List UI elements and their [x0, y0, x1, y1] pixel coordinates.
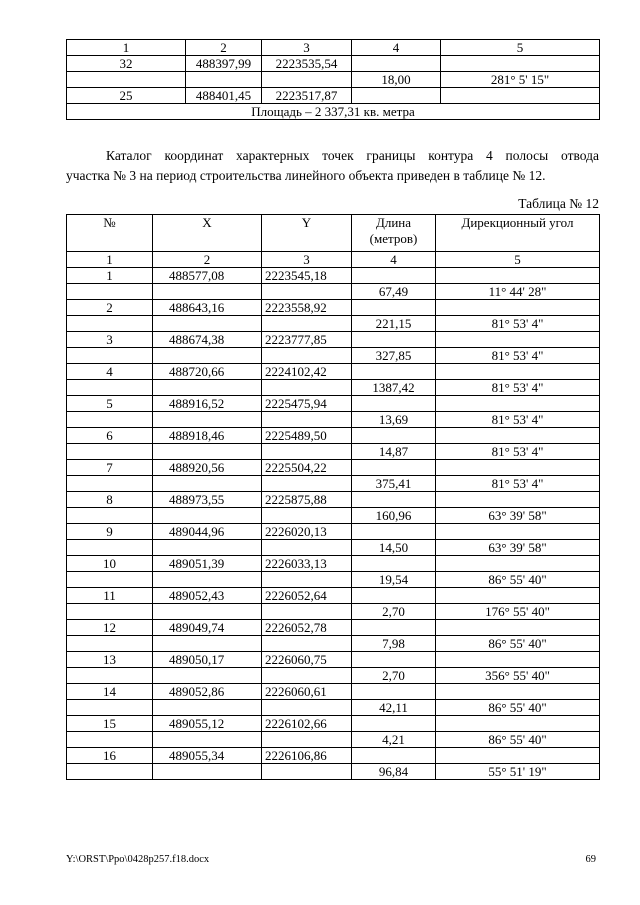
empty-cell — [262, 636, 352, 652]
empty-cell — [262, 732, 352, 748]
empty-cell — [262, 764, 352, 780]
empty-cell — [67, 72, 186, 88]
empty-cell — [153, 700, 262, 716]
table-row — [67, 492, 600, 508]
x-coord: 488674,38 — [153, 332, 262, 348]
direction-angle: 176° 55' 40" — [436, 604, 600, 620]
empty-cell — [67, 764, 153, 780]
direction-angle: 86° 55' 40" — [436, 636, 600, 652]
point-number: 10 — [67, 556, 153, 572]
segment-length: 19,54 — [352, 572, 436, 588]
y-coord: 2226106,86 — [262, 748, 352, 764]
segment-length: 2,70 — [352, 668, 436, 684]
segment-length: 18,00 — [352, 72, 441, 88]
empty-cell — [67, 476, 153, 492]
empty-cell — [352, 748, 436, 764]
continuation-table — [66, 39, 600, 120]
y-coord: 2225475,94 — [262, 396, 352, 412]
segment-length: 160,96 — [352, 508, 436, 524]
x-coord: 488397,99 — [186, 56, 262, 72]
segment-length: 7,98 — [352, 636, 436, 652]
empty-cell — [436, 300, 600, 316]
table-row — [67, 668, 600, 684]
table-row — [67, 332, 600, 348]
table-header-row — [67, 40, 600, 56]
empty-cell — [153, 412, 262, 428]
empty-cell — [436, 684, 600, 700]
segment-length: 67,49 — [352, 284, 436, 300]
x-coord: 488920,56 — [153, 460, 262, 476]
table-row — [67, 316, 600, 332]
empty-cell — [436, 716, 600, 732]
direction-angle: 86° 55' 40" — [436, 572, 600, 588]
table-row — [67, 268, 600, 284]
y-coord: 2225875,88 — [262, 492, 352, 508]
empty-cell — [436, 492, 600, 508]
empty-cell — [262, 668, 352, 684]
empty-cell — [153, 316, 262, 332]
table-header-row — [67, 215, 600, 252]
header-cell: 3 — [262, 40, 352, 56]
table-caption: Таблица № 12 — [518, 196, 599, 211]
empty-cell — [67, 604, 153, 620]
empty-cell — [67, 348, 153, 364]
table-row — [67, 444, 600, 460]
direction-angle: 55° 51' 19" — [436, 764, 600, 780]
x-coord: 489052,43 — [153, 588, 262, 604]
header-cell: 2 — [186, 40, 262, 56]
table-row — [67, 460, 600, 476]
empty-cell — [67, 668, 153, 684]
empty-cell — [436, 364, 600, 380]
table-row — [67, 764, 600, 780]
direction-angle: 81° 53' 4" — [436, 348, 600, 364]
segment-length: 1387,42 — [352, 380, 436, 396]
table-row — [67, 412, 600, 428]
table-row — [67, 88, 600, 104]
table-row — [67, 72, 600, 88]
direction-angle: 86° 55' 40" — [436, 700, 600, 716]
table-row — [67, 716, 600, 732]
empty-cell — [153, 508, 262, 524]
point-number: 16 — [67, 748, 153, 764]
segment-length: 42,11 — [352, 700, 436, 716]
table-row — [67, 732, 600, 748]
empty-cell — [153, 380, 262, 396]
empty-cell — [352, 652, 436, 668]
empty-cell — [67, 284, 153, 300]
direction-angle: 63° 39' 58" — [436, 540, 600, 556]
empty-cell — [186, 72, 262, 88]
empty-cell — [67, 732, 153, 748]
coordinates-table — [66, 214, 600, 780]
empty-cell — [352, 300, 436, 316]
empty-cell — [262, 700, 352, 716]
empty-cell — [436, 748, 600, 764]
x-coord: 489052,86 — [153, 684, 262, 700]
y-coord: 2226060,61 — [262, 684, 352, 700]
empty-cell — [153, 764, 262, 780]
table-row — [67, 476, 600, 492]
empty-cell — [67, 700, 153, 716]
y-coord: 2226060,75 — [262, 652, 352, 668]
point-number: 4 — [67, 364, 153, 380]
point-number: 9 — [67, 524, 153, 540]
empty-cell — [262, 540, 352, 556]
table-row — [67, 540, 600, 556]
empty-cell — [436, 396, 600, 412]
x-coord: 488577,08 — [153, 268, 262, 284]
direction-angle: 81° 53' 4" — [436, 476, 600, 492]
header-y: Y — [262, 215, 352, 252]
empty-cell — [153, 636, 262, 652]
table-row — [67, 572, 600, 588]
table-row — [67, 348, 600, 364]
x-coord: 488720,66 — [153, 364, 262, 380]
table-row — [67, 652, 600, 668]
segment-length: 327,85 — [352, 348, 436, 364]
empty-cell — [441, 88, 600, 104]
point-number: 32 — [67, 56, 186, 72]
segment-length: 14,87 — [352, 444, 436, 460]
empty-cell — [436, 524, 600, 540]
empty-cell — [262, 380, 352, 396]
y-coord: 2226052,64 — [262, 588, 352, 604]
empty-cell — [352, 524, 436, 540]
empty-cell — [352, 620, 436, 636]
empty-cell — [436, 620, 600, 636]
header-cell: 1 — [67, 40, 186, 56]
empty-cell — [153, 604, 262, 620]
empty-cell — [67, 380, 153, 396]
point-number: 11 — [67, 588, 153, 604]
empty-cell — [352, 492, 436, 508]
paragraph-line: Каталог координат характерных точек границы контура 4 полосы отвода — [106, 148, 599, 163]
x-coord: 489049,74 — [153, 620, 262, 636]
empty-cell — [262, 316, 352, 332]
empty-cell — [352, 364, 436, 380]
header-cell: 4 — [352, 40, 441, 56]
area-row — [67, 104, 600, 120]
segment-length: 13,69 — [352, 412, 436, 428]
empty-cell — [436, 556, 600, 572]
table-row — [67, 620, 600, 636]
segment-length: 221,15 — [352, 316, 436, 332]
empty-cell — [436, 268, 600, 284]
empty-cell — [441, 56, 600, 72]
header-number: № — [67, 215, 153, 252]
header-x: X — [153, 215, 262, 252]
table-row — [67, 508, 600, 524]
x-coord: 488401,45 — [186, 88, 262, 104]
x-coord: 489055,34 — [153, 748, 262, 764]
column-number: 2 — [153, 252, 262, 268]
table-row — [67, 556, 600, 572]
empty-cell — [262, 72, 352, 88]
empty-cell — [262, 348, 352, 364]
direction-angle: 11° 44' 28" — [436, 284, 600, 300]
point-number: 1 — [67, 268, 153, 284]
catalog-paragraph — [66, 146, 599, 186]
y-coord: 2225504,22 — [262, 460, 352, 476]
empty-cell — [436, 588, 600, 604]
column-number: 1 — [67, 252, 153, 268]
table-row — [67, 588, 600, 604]
empty-cell — [262, 476, 352, 492]
empty-cell — [153, 284, 262, 300]
y-coord: 2223558,92 — [262, 300, 352, 316]
file-path: Y:\ORST\Ppo\0428p257.f18.docx — [66, 854, 210, 865]
point-number: 5 — [67, 396, 153, 412]
empty-cell — [262, 604, 352, 620]
direction-angle: 81° 53' 4" — [436, 444, 600, 460]
empty-cell — [352, 428, 436, 444]
empty-cell — [67, 444, 153, 460]
empty-cell — [153, 348, 262, 364]
empty-cell — [153, 668, 262, 684]
direction-angle: 81° 53' 4" — [436, 412, 600, 428]
point-number: 6 — [67, 428, 153, 444]
empty-cell — [352, 56, 441, 72]
y-coord: 2224102,42 — [262, 364, 352, 380]
empty-cell — [436, 652, 600, 668]
x-coord: 488916,52 — [153, 396, 262, 412]
y-coord: 2226033,13 — [262, 556, 352, 572]
page-number: 69 — [585, 854, 596, 865]
table-row — [67, 524, 600, 540]
empty-cell — [262, 444, 352, 460]
point-number: 8 — [67, 492, 153, 508]
empty-cell — [352, 460, 436, 476]
table-row — [67, 380, 600, 396]
empty-cell — [352, 684, 436, 700]
direction-angle: 63° 39' 58" — [436, 508, 600, 524]
empty-cell — [352, 556, 436, 572]
empty-cell — [352, 396, 436, 412]
empty-cell — [153, 572, 262, 588]
point-number: 25 — [67, 88, 186, 104]
point-number: 7 — [67, 460, 153, 476]
table-row — [67, 300, 600, 316]
area-total: Площадь – 2 337,31 кв. метра — [67, 104, 600, 120]
direction-angle: 281° 5' 15" — [441, 72, 600, 88]
empty-cell — [153, 732, 262, 748]
y-coord: 2225489,50 — [262, 428, 352, 444]
table-row — [67, 396, 600, 412]
empty-cell — [262, 572, 352, 588]
empty-cell — [67, 540, 153, 556]
table-row — [67, 700, 600, 716]
empty-cell — [436, 460, 600, 476]
empty-cell — [67, 412, 153, 428]
column-number-row — [67, 252, 600, 268]
x-coord: 489051,39 — [153, 556, 262, 572]
segment-length: 14,50 — [352, 540, 436, 556]
column-number: 3 — [262, 252, 352, 268]
empty-cell — [352, 716, 436, 732]
paragraph-line: участка № 3 на период строительства линейного объекта приведен в таблице № 12. — [66, 168, 546, 183]
empty-cell — [352, 268, 436, 284]
direction-angle: 356° 55' 40" — [436, 668, 600, 684]
point-number: 2 — [67, 300, 153, 316]
direction-angle: 81° 53' 4" — [436, 380, 600, 396]
empty-cell — [67, 572, 153, 588]
table-row — [67, 684, 600, 700]
table-row — [67, 56, 600, 72]
table-row — [67, 748, 600, 764]
table-row — [67, 364, 600, 380]
x-coord: 489050,17 — [153, 652, 262, 668]
y-coord: 2223545,18 — [262, 268, 352, 284]
y-coord: 2226052,78 — [262, 620, 352, 636]
empty-cell — [262, 508, 352, 524]
header-length: Длина (метров) — [352, 215, 436, 252]
x-coord: 489055,12 — [153, 716, 262, 732]
header-cell: 5 — [441, 40, 600, 56]
empty-cell — [436, 428, 600, 444]
y-coord: 2223517,87 — [262, 88, 352, 104]
segment-length: 2,70 — [352, 604, 436, 620]
point-number: 12 — [67, 620, 153, 636]
direction-angle: 86° 55' 40" — [436, 732, 600, 748]
table-row — [67, 636, 600, 652]
y-coord: 2223777,85 — [262, 332, 352, 348]
table-row — [67, 428, 600, 444]
point-number: 3 — [67, 332, 153, 348]
x-coord: 488973,55 — [153, 492, 262, 508]
empty-cell — [67, 316, 153, 332]
empty-cell — [352, 332, 436, 348]
table-row — [67, 604, 600, 620]
empty-cell — [67, 636, 153, 652]
empty-cell — [352, 588, 436, 604]
x-coord: 488918,46 — [153, 428, 262, 444]
segment-length: 4,21 — [352, 732, 436, 748]
column-number: 4 — [352, 252, 436, 268]
point-number: 14 — [67, 684, 153, 700]
direction-angle: 81° 53' 4" — [436, 316, 600, 332]
table-row — [67, 284, 600, 300]
empty-cell — [352, 88, 441, 104]
column-number: 5 — [436, 252, 600, 268]
y-coord: 2223535,54 — [262, 56, 352, 72]
empty-cell — [153, 476, 262, 492]
empty-cell — [67, 508, 153, 524]
x-coord: 488643,16 — [153, 300, 262, 316]
empty-cell — [262, 412, 352, 428]
segment-length: 375,41 — [352, 476, 436, 492]
point-number: 13 — [67, 652, 153, 668]
empty-cell — [153, 444, 262, 460]
segment-length: 96,84 — [352, 764, 436, 780]
empty-cell — [262, 284, 352, 300]
empty-cell — [436, 332, 600, 348]
point-number: 15 — [67, 716, 153, 732]
y-coord: 2226020,13 — [262, 524, 352, 540]
empty-cell — [153, 540, 262, 556]
x-coord: 489044,96 — [153, 524, 262, 540]
header-angle: Дирекционный угол — [436, 215, 600, 252]
y-coord: 2226102,66 — [262, 716, 352, 732]
